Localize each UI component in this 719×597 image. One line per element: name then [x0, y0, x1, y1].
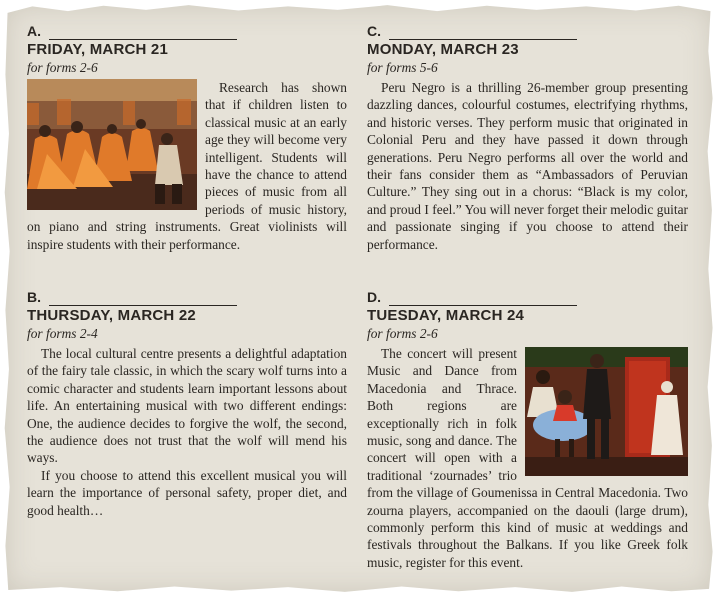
section-d-body: The concert will present Music and Dance from Macedonia and Thrace. Both regions are exceptionally rich in folk music, song and dance. The concert will open with a traditional ‘zournades’ trio from the village of Goumenissa in Central Macedonia. Two zourna players, accompanied on the daouli (large drum), commonly perform this kind of music at weddings and festivals throughout the Balkans. If you like Greek folk music, register for this event. — [367, 346, 688, 570]
section-c-letter: C. — [367, 22, 381, 39]
section-b-body: The local cultural centre presents a delightful adaptation of the fairy tale classic, in which the scary wolf turns into a comic character and students learn important lessons about life. An entertaining musical with two different endings: One, the audience decides to forgive the wolf, the second, the audience does not trust that the wolf will mend his ways. — [27, 346, 347, 466]
section-d-date: TUESDAY, MARCH 24 — [367, 307, 525, 324]
section-a-answer-blank — [49, 27, 237, 40]
section-a — [27, 22, 347, 253]
section-a-header — [27, 22, 347, 40]
section-b-body-2: If you choose to attend this excellent musical you will learn the importance of personal safety, proper diet, and good health… — [27, 467, 347, 518]
section-b-date: THURSDAY, MARCH 22 — [27, 307, 196, 324]
section-b-forms: for forms 2-4 — [27, 326, 98, 341]
section-d — [367, 288, 688, 571]
dancers-photo — [27, 79, 197, 210]
section-d-header — [367, 288, 688, 306]
section-c-date: MONDAY, MARCH 23 — [367, 41, 519, 58]
section-d-letter: D. — [367, 288, 381, 305]
section-a-forms: for forms 2-6 — [27, 60, 98, 75]
section-c-forms: for forms 5-6 — [367, 60, 438, 75]
section-b-answer-blank — [49, 293, 237, 306]
section-b-letter: B. — [27, 288, 41, 305]
section-a-date: FRIDAY, MARCH 21 — [27, 41, 169, 58]
section-c — [367, 22, 688, 253]
section-c-header — [367, 22, 688, 40]
section-c-answer-blank — [389, 27, 577, 40]
section-d-forms: for forms 2-6 — [367, 326, 438, 341]
section-a-letter: A. — [27, 22, 41, 39]
section-a-body: Research has shown that if children listen to classical music at an early age they will become very intelligent. Students will have the chance to attend pieces of music from all periods of music history, on piano and string instruments. Great violinists will inspire students with their performance. — [27, 80, 347, 252]
section-b — [27, 288, 347, 519]
folk-dancers-photo — [525, 347, 688, 476]
section-d-answer-blank — [389, 293, 577, 306]
section-b-header — [27, 288, 347, 306]
section-c-body: Peru Negro is a thrilling 26-member group presenting dazzling dances, colourful costumes, electrifying rhythms, and historic verses. They perform music that originated in Colonial Peru and they have passed it down through generations. Peru Negro performs all over the world and their fans consider them as “Ambassadors of Peruvian Culture.” They sing out in a chorus: “Black is my color, and proud I feel.” You will never forget their melodic guitar and passionate singing if you choose to attend their performance. — [367, 80, 688, 252]
